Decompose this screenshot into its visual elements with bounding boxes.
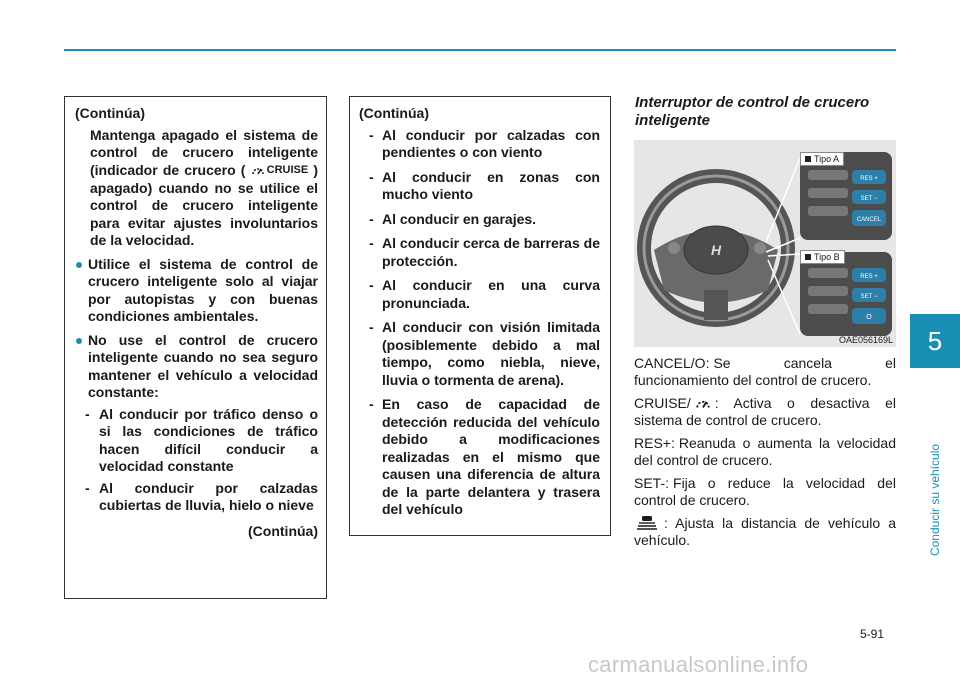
dash-item: - Al conducir en zonas con mucho viento <box>369 168 600 202</box>
continued-header: (Continúa) <box>359 105 429 121</box>
watermark: carmanualsonline.info <box>588 652 809 677</box>
cruise-speedometer-icon <box>251 165 265 176</box>
dash-item: - Al conducir en garajes. <box>369 210 537 227</box>
chapter-tab: 5 <box>910 314 960 368</box>
svg-text:O: O <box>866 314 872 321</box>
legend-res: RES+: Reanuda o aumenta la velocidad del control de crucero. <box>634 435 896 468</box>
legend-set: SET-: Fija o reduce la velocidad del control de crucero. <box>634 475 896 508</box>
svg-text:SET −: SET − <box>860 294 878 300</box>
steering-wheel-figure <box>634 140 896 347</box>
svg-text:H: H <box>710 242 722 258</box>
dash-item: - Al conducir con visión limitada (posiblemente debido a mal tiempo, como niebla, nieve, lluvia o tormenta de arena). <box>369 319 600 388</box>
steering-wheel-illustration <box>634 140 896 347</box>
cruise-speedometer-icon <box>695 397 711 410</box>
svg-text:RES +: RES + <box>860 274 878 280</box>
tipo-a-label: Tipo A <box>800 152 844 166</box>
dash-item: - Al conducir por calzadas cubiertas de lluvia, hielo o nieve <box>85 479 318 514</box>
legend-cruise: CRUISE/ : Activa o desactiva el sistema de control de crucero. <box>634 395 896 428</box>
continued-footer: (Continúa) <box>248 522 318 539</box>
button-legend <box>634 355 896 555</box>
tipo-b-label: Tipo B <box>800 250 845 264</box>
svg-text:CANCEL: CANCEL <box>856 217 882 223</box>
dash-item: - Al conducir por calzadas con pendientes o con viento <box>369 126 600 160</box>
page-number: 5-91 <box>860 627 885 641</box>
chapter-title: Conducir su vehículo <box>928 443 942 557</box>
cruise-indicator: CRUISE <box>251 162 309 180</box>
svg-text:SET −: SET − <box>860 196 878 202</box>
dash-item: - En caso de capacidad de detección reducida del vehículo debido a modificaciones realizadas en el mismo que causen una diferencia de altura de la parte delantera y trasera del vehículo <box>369 396 600 517</box>
caution-box-1 <box>64 96 327 599</box>
caution-paragraph: Mantenga apagado el sistema de control de crucero inteligente (indicador de crucero ( CRUISE ) apagado) cuando no se utilice el control de crucero inteligente para evitar ajustes involuntarios de la velocidad. <box>90 126 319 249</box>
section-heading: Interruptor de control de crucero inteligente <box>635 94 870 129</box>
legend-cancel: CANCEL/O: Se cancela el funcionamiento del control de crucero. <box>634 355 896 388</box>
dash-item: - Al conducir en una curva pronunciada. <box>369 277 600 311</box>
caution-box-2 <box>349 96 611 536</box>
svg-text:RES +: RES + <box>860 176 878 182</box>
bullet-item: No use el control de crucero inteligente cuando no sea seguro mantener el vehículo a velocidad constante: <box>75 332 318 402</box>
figure-code: OAE056169L <box>838 335 893 345</box>
vehicle-distance-icon <box>634 515 660 531</box>
continued-header: (Continúa) <box>75 105 145 121</box>
dash-item: - Al conducir por tráfico denso o si las condiciones de tráfico hacen difícil conducir a velocidad constante <box>85 405 318 475</box>
legend-distance: : Ajusta la distancia de vehículo a vehículo. <box>634 515 896 548</box>
dash-item: - Al conducir cerca de barreras de protección. <box>369 235 600 269</box>
bullet-item: Utilice el sistema de control de crucero inteligente solo al viajar por autopistas y con buenas condiciones ambientales. <box>75 256 318 326</box>
top-rule <box>64 49 896 51</box>
